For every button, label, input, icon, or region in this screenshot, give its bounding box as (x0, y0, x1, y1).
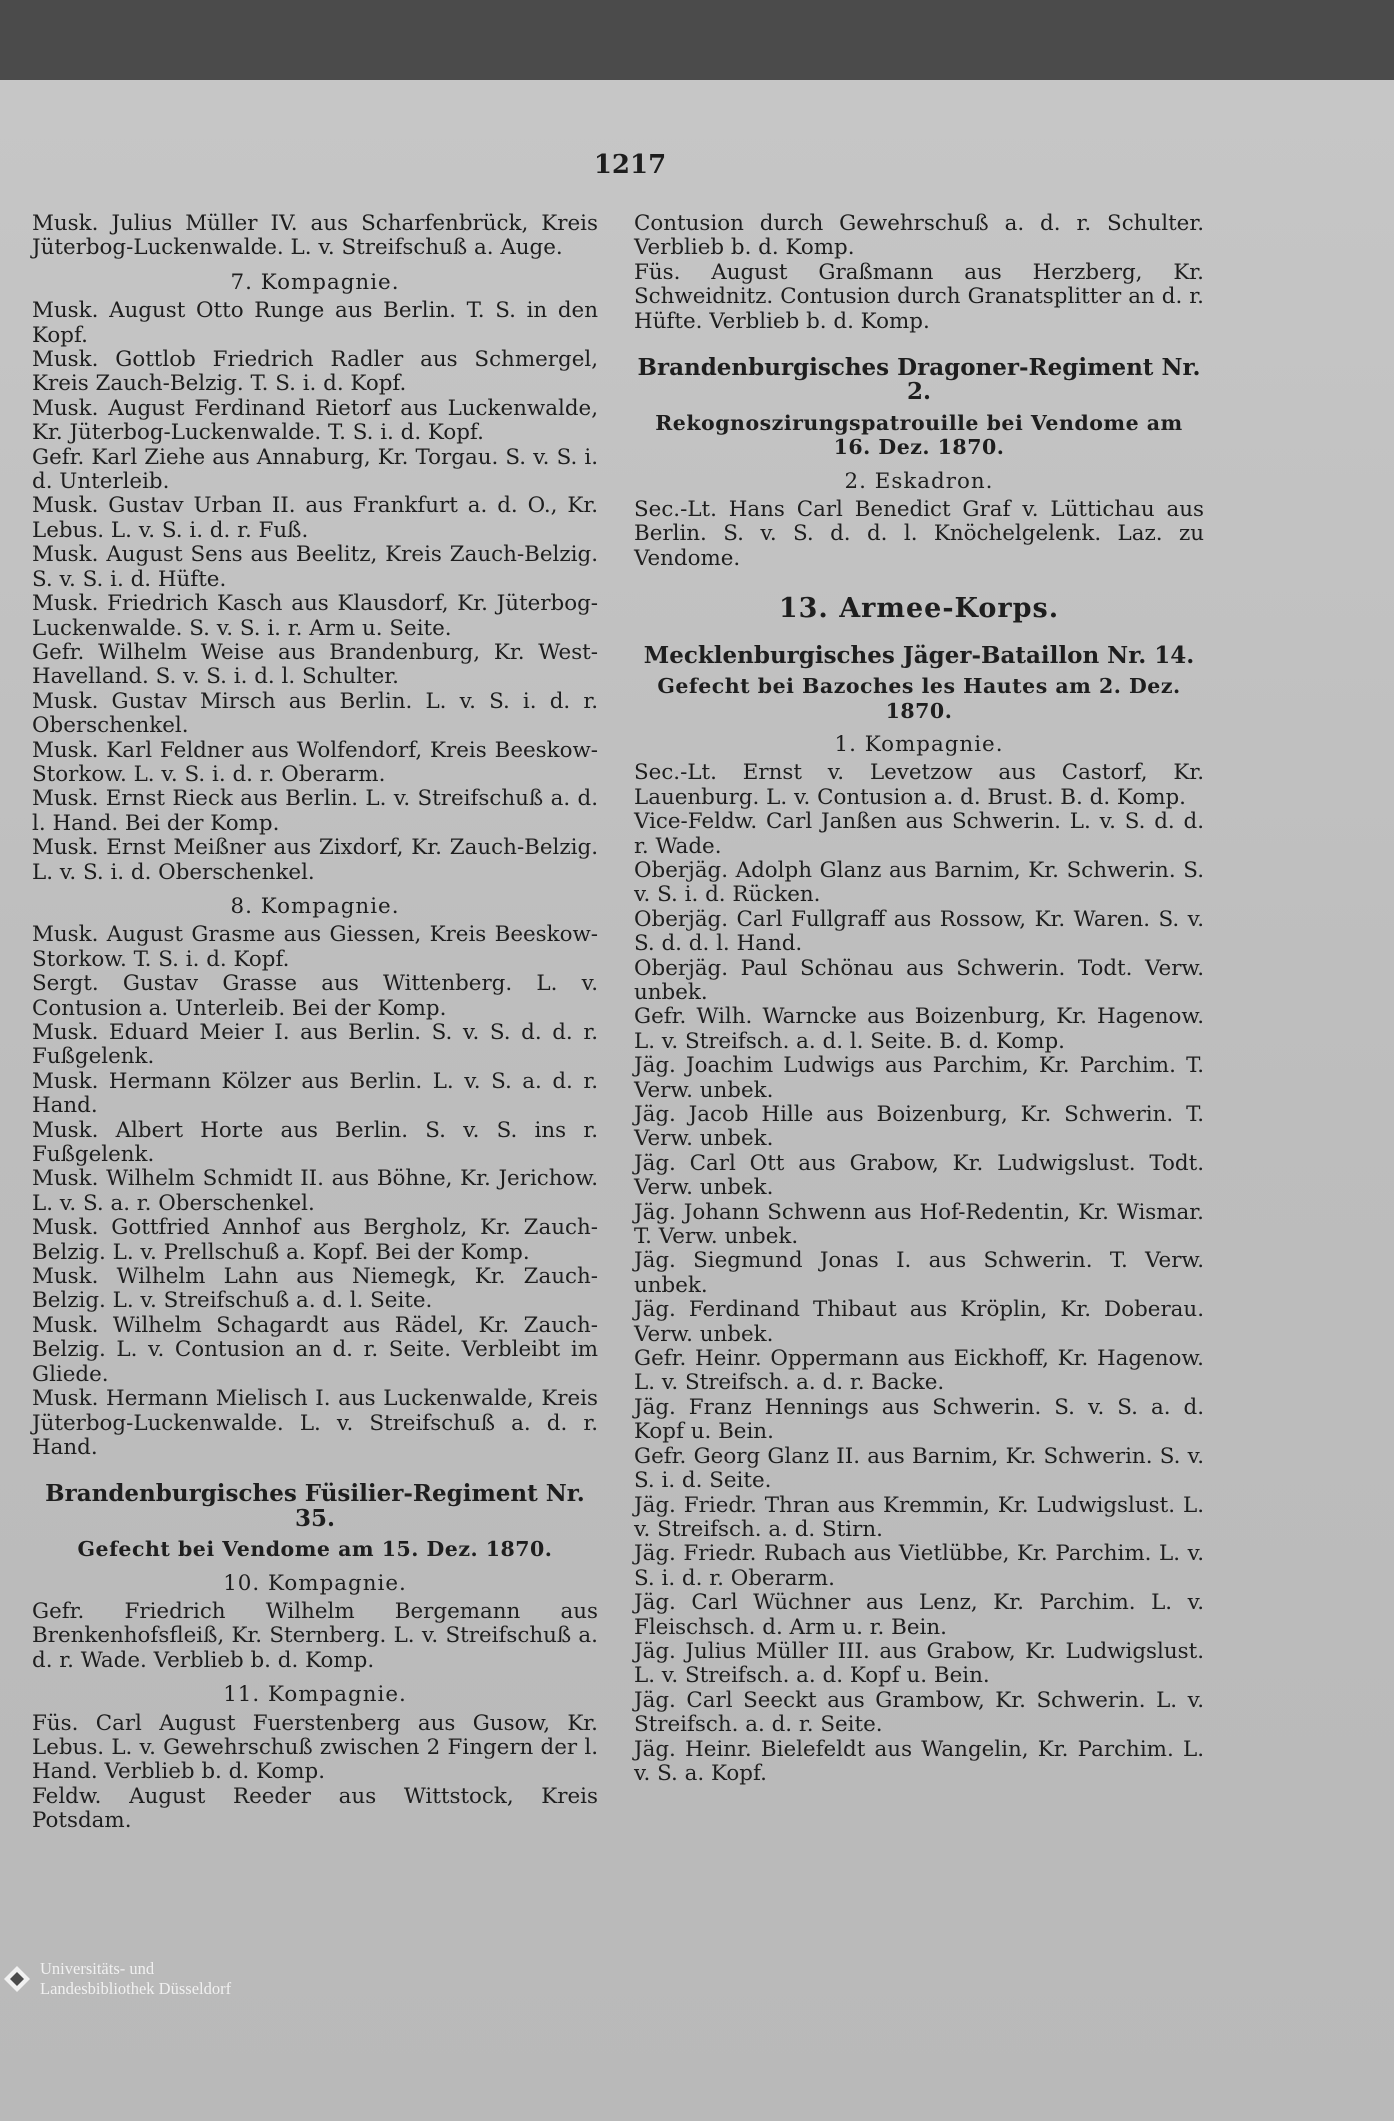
battle-heading: Gefecht bei Vendome am 15. Dez. 1870. (77, 1537, 553, 1562)
casualty-entry: Gefr. Wilhelm Weise aus Brandenburg, Kr. West-Havelland. S. v. S. i. d. l. Schulter. (32, 639, 598, 690)
casualty-entry: Gefr. Heinr. Oppermann aus Eickhoff, Kr. Hagenow. L. v. Streifsch. a. d. r. Backe. (634, 1346, 1204, 1396)
casualty-entry: Jäg. Carl Seeckt aus Grambow, Kr. Schwerin. L. v. Streifsch. a. d. r. Seite. (634, 1687, 1204, 1738)
casualty-entry: Gefr. Karl Ziehe aus Annaburg, Kr. Torgau. S. v. S. i. d. Unterleib. (32, 444, 598, 495)
casualty-entry: Vice-Feldw. Carl Janßen aus Schwerin. L. v. S. d. d. r. Wade. (634, 809, 1204, 859)
casualty-entry: Musk. Gottlob Friedrich Radler aus Schmergel, Kreis Zauch-Belzig. T. S. i. d. Kopf. (32, 347, 598, 397)
casualty-entry: Musk. Friedrich Kasch aus Klausdorf, Kr. Jüterbog-Luckenwalde. S. v. S. i. r. Arm u. Seite. (32, 591, 598, 641)
right-column (634, 212, 1204, 1786)
footer-line-1: Universitäts- und (40, 1959, 155, 1978)
page-number: 1217 (593, 150, 667, 180)
casualty-entry: Jäg. Carl Ott aus Grabow, Kr. Ludwigslust. Todt. Verw. unbek. (634, 1150, 1204, 1201)
casualty-entry: Musk. Wilhelm Schmidt II. aus Böhne, Kr. Jerichow. L. v. S. a. r. Oberschenkel. (32, 1166, 598, 1216)
casualty-entry: Musk. Wilhelm Lahn aus Niemegk, Kr. Zauch-Belzig. L. v. Streifschuß a. d. l. Seite. (32, 1264, 598, 1314)
casualty-entry: Musk. Hermann Kölzer aus Berlin. L. v. S. a. d. r. Hand. (32, 1068, 598, 1119)
casualty-entry: Feldw. August Reeder aus Wittstock, Kreis Potsdam. (32, 1783, 598, 1834)
casualty-entry: Musk. Eduard Meier I. aus Berlin. S. v. S. d. d. r. Fußgelenk. (32, 1020, 598, 1070)
casualty-entry: Jäg. Joachim Ludwigs aus Parchim, Kr. Parchim. T. Verw. unbek. (634, 1053, 1204, 1103)
casualty-entry: Oberjäg. Carl Fullgraff aus Rossow, Kr. Waren. S. v. S. d. d. l. Hand. (634, 906, 1204, 957)
casualty-entry: Sec.-Lt. Hans Carl Benedict Graf v. Lüttichau aus Berlin. S. v. S. d. d. l. Knöchelgelenk. Laz. zu Vendome. (634, 497, 1204, 571)
casualty-entry: Musk. Gustav Mirsch aus Berlin. L. v. S. i. d. r. Oberschenkel. (32, 688, 598, 739)
casualty-entry: Füs. August Graßmann aus Herzberg, Kr. Schweidnitz. Contusion durch Granatsplitter an d. r. Hüfte. Verblieb b. d. Komp. (634, 259, 1204, 334)
casualty-entry: Gefr. Wilh. Warncke aus Boizenburg, Kr. Hagenow. L. v. Streifsch. a. d. l. Seite. B. d. Komp. (634, 1004, 1204, 1054)
left-column (32, 212, 598, 1834)
corps-heading: 13. Armee-Korps. (778, 593, 1060, 625)
battle-heading: Rekognoszirungspatrouille bei Vendome am 16. Dez. 1870. (655, 410, 1183, 460)
casualty-entry: Musk. August Sens aus Beelitz, Kreis Zauch-Belzig. S. v. S. i. d. Hüfte. (32, 542, 598, 592)
casualty-entry: Jäg. Johann Schwenn aus Hof-Redentin, Kr. Wismar. T. Verw. unbek. (634, 1199, 1204, 1250)
casualty-entry: Gefr. Friedrich Wilhelm Bergemann aus Brenkenhofsfleiß, Kr. Sternberg. L. v. Streifschuß a. d. r. Wade. Verblieb b. d. Komp. (32, 1598, 598, 1673)
casualty-entry: Füs. Carl August Fuerstenberg aus Gusow, Kr. Lebus. L. v. Gewehrschuß zwischen 2 Fingern der l. Hand. Verblieb b. d. Komp. (32, 1710, 598, 1785)
casualty-entry: Sec.-Lt. Ernst v. Levetzow aus Castorf, Kr. Lauenburg. L. v. Contusion a. d. Brust. B. d. Komp. (634, 760, 1204, 810)
casualty-entry: Musk. Ernst Meißner aus Zixdorf, Kr. Zauch-Belzig. L. v. S. i. d. Oberschenkel. (32, 835, 598, 885)
ulb-logo-icon (2, 1964, 32, 1994)
footer-line-2: Landesbibliothek Düsseldorf (40, 1979, 232, 1998)
casualty-entry: Jäg. Julius Müller III. aus Grabow, Kr. Ludwigslust. L. v. Streifsch. a. d. Kopf u. Bein. (634, 1638, 1204, 1689)
casualty-entry: Musk. August Ferdinand Rietorf aus Luckenwalde, Kr. Jüterbog-Luckenwalde. T. S. i. d. Kopf. (32, 395, 598, 446)
company-heading: 1. Kompagnie. (834, 731, 1004, 757)
casualty-entry: Musk. Albert Horte aus Berlin. S. v. S. ins r. Fußgelenk. (32, 1117, 598, 1168)
casualty-entry: Musk. Karl Feldner aus Wolfendorf, Kreis Beeskow-Storkow. L. v. S. i. d. r. Oberarm. (32, 737, 598, 787)
casualty-entry: Musk. Ernst Rieck aus Berlin. L. v. Streifschuß a. d. l. Hand. Bei der Komp. (32, 786, 598, 836)
casualty-entry: Musk. Hermann Mielisch I. aus Luckenwalde, Kreis Jüterbog-Luckenwalde. L. v. Streifschuß a. d. r. Hand. (32, 1386, 598, 1460)
company-heading: 10. Kompagnie. (223, 1570, 407, 1596)
casualty-entry: Musk. Julius Müller IV. aus Scharfenbrück, Kreis Jüterbog-Luckenwalde. L. v. Streifschuß a. Auge. (32, 211, 598, 261)
regiment-heading: Brandenburgisches Füsilier-Regiment Nr. 35. (45, 1480, 585, 1532)
casualty-entry: Jäg. Jacob Hille aus Boizenburg, Kr. Schwerin. T. Verw. unbek. (634, 1102, 1204, 1152)
casualty-entry: Jäg. Franz Hennings aus Schwerin. S. v. S. a. d. Kopf u. Bein. (634, 1394, 1204, 1445)
company-heading: 8. Kompagnie. (230, 893, 400, 919)
library-footer (0, 1958, 260, 2002)
battle-heading: Gefecht bei Bazoches les Hautes am 2. Dez. 1870. (657, 674, 1181, 723)
casualty-entry: Contusion durch Gewehrschuß a. d. r. Schulter. Verblieb b. d. Komp. (634, 211, 1204, 261)
casualty-entry: Musk. Gustav Urban II. aus Frankfurt a. d. O., Kr. Lebus. L. v. S. i. d. r. Fuß. (32, 493, 598, 543)
casualty-entry: Sergt. Gustav Grasse aus Wittenberg. L. v. Contusion a. Unterleib. Bei der Komp. (32, 971, 598, 1021)
casualty-entry: Jäg. Friedr. Thran aus Kremmin, Kr. Ludwigslust. L. v. Streifsch. a. d. Stirn. (634, 1492, 1204, 1542)
casualty-entry: Musk. Wilhelm Schagardt aus Rädel, Kr. Zauch-Belzig. L. v. Contusion an d. r. Seite. Verbleibt im Gliede. (32, 1312, 598, 1387)
regiment-heading: Mecklenburgisches Jäger-Bataillon Nr. 14. (643, 641, 1195, 669)
regiment-heading: Brandenburgisches Dragoner-Regiment Nr. 2. (637, 354, 1201, 406)
company-heading: 7. Kompagnie. (230, 269, 400, 295)
casualty-entry: Jäg. Heinr. Bielefeldt aus Wangelin, Kr. Parchim. L. v. S. a. Kopf. (634, 1736, 1204, 1786)
casualty-entry: Musk. Gottfried Annhof aus Bergholz, Kr. Zauch-Belzig. L. v. Prellschuß a. Kopf. Bei der Komp. (32, 1215, 598, 1265)
company-heading: 11. Kompagnie. (223, 1682, 407, 1708)
casualty-entry: Jäg. Siegmund Jonas I. aus Schwerin. T. Verw. unbek. (634, 1248, 1204, 1298)
company-heading: 2. Eskadron. (844, 468, 994, 494)
casualty-entry: Jäg. Ferdinand Thibaut aus Kröplin, Kr. Doberau. Verw. unbek. (634, 1297, 1204, 1347)
casualty-entry: Musk. August Grasme aus Giessen, Kreis Beeskow-Storkow. T. S. i. d. Kopf. (32, 922, 598, 972)
casualty-entry: Musk. August Otto Runge aus Berlin. T. S. in den Kopf. (32, 298, 598, 348)
casualty-entry: Jäg. Carl Wüchner aus Lenz, Kr. Parchim. L. v. Fleischsch. d. Arm u. r. Bein. (634, 1590, 1204, 1640)
casualty-entry: Jäg. Friedr. Rubach aus Vietlübbe, Kr. Parchim. L. v. S. i. d. r. Oberarm. (634, 1541, 1204, 1591)
casualty-entry: Oberjäg. Adolph Glanz aus Barnim, Kr. Schwerin. S. v. S. i. d. Rücken. (634, 857, 1204, 908)
casualty-entry: Oberjäg. Paul Schönau aus Schwerin. Todt. Verw. unbek. (634, 955, 1204, 1005)
casualty-entry: Gefr. Georg Glanz II. aus Barnim, Kr. Schwerin. S. v. S. i. d. Seite. (634, 1443, 1204, 1494)
